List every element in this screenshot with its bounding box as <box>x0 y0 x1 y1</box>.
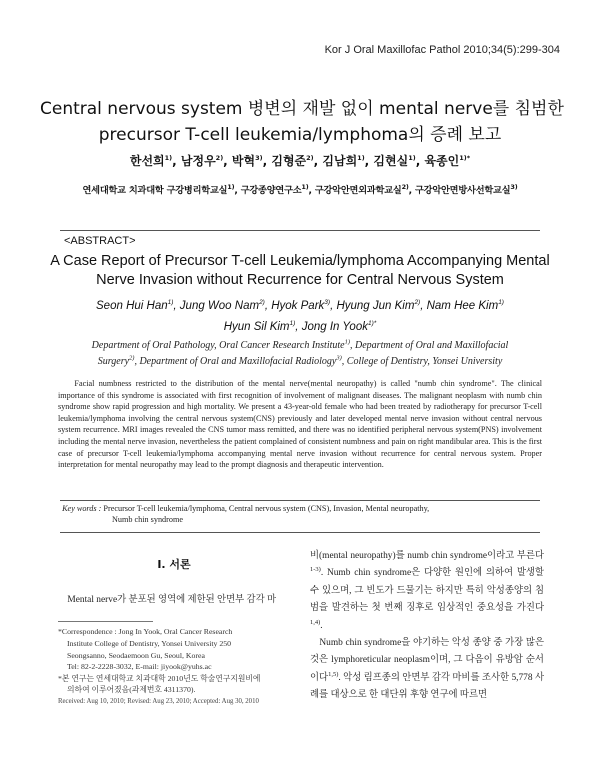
korean-author-list: 한선희$^{1)}$, 남정우$^{2)}$, 박혁$^{3)}$, 김형준$^{2)}$, 김남희$^{1)}$, 김현실$^{1)}$, 육종인$^{1)*}$ <box>129 154 471 168</box>
abstract-top-rule <box>60 230 540 231</box>
keywords-label: Key words : <box>62 504 102 513</box>
footnote-rule <box>58 621 153 622</box>
right-column <box>310 548 544 705</box>
intro-paragraph-continued: 비(mental neuropathy)를 numb chin syndrome이라고 부른다$^{1-3)}$. Numb chin syndrome은 다양한 원인에 의하여 발생할 수 있으며, 그 빈도가 드물기는 하지만 특히 악성종양의 침범을 발견하는 첫 번째 징후로 임상적인 중요성을 가진다$^{1,4)}$. <box>310 551 544 631</box>
en-title-line-2: Nerve Invasion without Recurrence for Central Nervous System <box>96 272 504 288</box>
abstract-label: <ABSTRACT> <box>64 235 136 247</box>
title-line-2: precursor T-cell leukemia/lymphoma의 증례 보고 <box>98 125 502 145</box>
abstract-text: Facial numbness restricted to the distribution of the mental nerve(mental neuropathy) is called "numb chin syndrome". The clinical importance of this syndrome is associated with first recognition of involvement of malignant diseases. The malignant neoplasm with numb chin syndrome show rapid progression and high mortality. We present a 43-year-old female who had been treated by radiotherapy for precursor T-cell leukemia/lymphoma involving the central nervous system(CNS) previously and later developed mental nerve invasion without central nervous system recurrence. MRI images revealed the CNS tumor mass remitted, and there was no identified peripheral nervous system(PNS) involvement including the mental nerve invasion, nevertheless the patient complained of consistent numbness and pain on right mandibular area. This is the first case of precursor T-cell leukemia/lymphoma accompanying mental nerve invasion without recurrence for central nervous system. Proper interpretation for mental neuropathy may lead to the prompt diagnosis and therapeutic intervention. <box>58 379 542 470</box>
keywords <box>58 503 542 526</box>
author-ko-5: 김남희$^{1)}$ <box>322 154 365 168</box>
title-line-1: Central nervous system 병변의 재발 없이 mental nerve를 침범한 <box>40 99 564 119</box>
en-authors-line-1: Seon Hui Han$^{1)}$, Jung Woo Nam$^{2)}$, Hyok Park$^{3)}$, Hyung Jun Kim$^{2)}$, Nam Hee Kim$^{1)}$ <box>96 299 504 312</box>
paper-title-english <box>40 252 560 290</box>
author-ko-4: 김형준$^{2)}$ <box>271 154 314 168</box>
author-ko-7: 육종인$^{1)*}$ <box>424 154 471 168</box>
received-dates: Received: Aug 10, 2010; Revised: Aug 23, 2010; Accepted: Aug 30, 2010 <box>58 697 259 705</box>
intro-paragraph-2: Numb chin syndrome을 야기하는 악성 종양 중 가장 많은 것은 lymphoreticular neoplasm이며, 그 다음이 유방암 순서이다$^{1,5)}$. 악성 림프종의 안면부 감각 마비를 조사한 5,778 사례를 대상으로 한 대단위 후향 연구에 따르면 <box>310 638 544 701</box>
korean-affiliation: 연세대학교 치과대학 구강병리학교실$^{1)}$, 구강종양연구소$^{1)}$, 구강악안면외과학교실$^{2)}$, 구강악안면방사선학교실$^{3)}$ <box>82 182 518 196</box>
paper-title-korean <box>40 96 564 148</box>
intro-paragraph-start: Mental nerve가 분포된 영역에 제한된 안면부 감각 마 <box>67 595 277 605</box>
english-affiliation: Department of Oral Pathology, Oral Cancer Research Institute$^{1)}$, Department of Oral and Maxillofacial Surgery$^{2)}$, Department of Oral and Maxillofacial Radiology$^{3)}$, College of Dentistry, Yonsei University <box>91 338 509 367</box>
author-ko-1: 한선희$^{1)}$ <box>129 154 173 168</box>
keywords-line-1: Precursor T-cell leukemia/lymphoma, Central nervous system (CNS), Invasion, Mental neuropathy, <box>103 504 430 513</box>
author-ko-3: 박혁$^{3)}$ <box>231 154 263 168</box>
correspondence-footnote: *Correspondence : Jong In Yook, Oral Cancer Research Institute College of Dentistry, Yonsei University 250 Seongsanno, Seodaemoon Gu, Seoul, Korea Tel: 82-2-2228-3032, E-mail: jiyook@yuhs.ac *본 연구는 연세대학교 치과대학 2010년도 학술연구지원비에 의하여 이루어졌음(과제번호 4311370). <box>58 626 290 696</box>
grant-footnote: *본 연구는 연세대학교 치과대학 2010년도 학술연구지원비에 <box>58 673 261 683</box>
keywords-line-2: Numb chin syndrome <box>112 515 183 525</box>
keywords-bottom-rule <box>60 532 540 533</box>
abstract-body <box>58 378 542 471</box>
author-ko-2: 남정우$^{2)}$ <box>180 154 224 168</box>
author-ko-6: 김현실$^{1)}$ <box>373 154 416 168</box>
left-column <box>58 548 290 705</box>
en-authors-line-2: Hyun Sil Kim$^{1)}$, Jong In Yook$^{1)*}$ <box>223 320 377 333</box>
section-heading-introduction: I. 서론 <box>157 558 191 571</box>
english-author-list <box>40 296 560 338</box>
keywords-top-rule <box>60 500 540 501</box>
journal-citation: Kor J Oral Maxillofac Pathol 2010;34(5):299-304 <box>324 44 560 56</box>
en-title-line-1: A Case Report of Precursor T-cell Leukemia/lymphoma Accompanying Mental <box>50 253 550 269</box>
